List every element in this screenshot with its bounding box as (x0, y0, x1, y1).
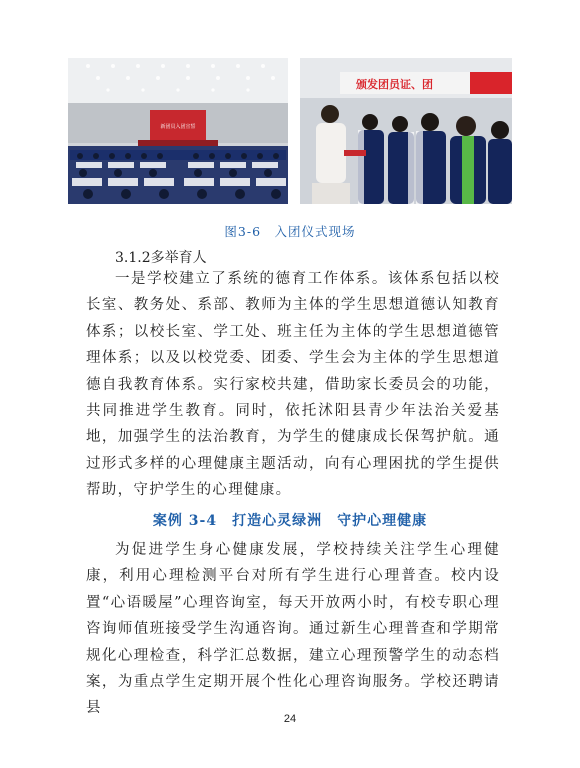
screen-text: 新团员入团宣誓 (160, 124, 196, 130)
case-study-heading: 案例 3-4 打造心灵绿洲 守护心理健康 (152, 513, 428, 529)
figure-photo-certificate-presentation (300, 58, 512, 204)
banner-text: 颁发团员证、团 (356, 78, 433, 91)
page-number: 24 (283, 713, 297, 725)
body-paragraph-moral-education: 一是学校建立了系统的德育工作体系。该体系包括以校长室、教务处、系部、教师为主体的学生思想道德认知教育体系；以校长室、学工处、班主任为主体的学生思想道德管理体系；以及以校党委、团委、学生会为主体的学生思想道德自我教育体系。实行家校共建，借助家长委员会的功能，共同推进学生教育。同时，依托沭阳县青少年法治关爱基地，加强学生的法治教育，为学生的健康成长保驾护航。通过形式多样的心理健康主题活动，向有心理困扰的学生提供帮助，守护学生的心理健康。 (86, 271, 500, 499)
body-paragraph-psychological-health: 为促进学生身心健康发展，学校持续关注学生心理健康，利用心理检测平台对所有学生进行心理普查。校内设置“心语暖屋”心理咨询室，每天开放两小时，有校专职心理咨询师值班接受学生沟通咨询。通过新生心理普查和学期常规化心理检查，科学汇总数据，建立心理预警学生的动态档案，为重点学生定期开展个性化心理咨询服务。学校还聘请县 (86, 542, 500, 717)
presentation-image (300, 58, 512, 204)
figure-photo-ceremony-hall (68, 58, 288, 204)
auditorium-image (68, 58, 288, 204)
section-heading: 3.1.2多举育人 (115, 250, 207, 266)
figure-caption: 图3-6 入团仪式现场 (224, 224, 356, 239)
